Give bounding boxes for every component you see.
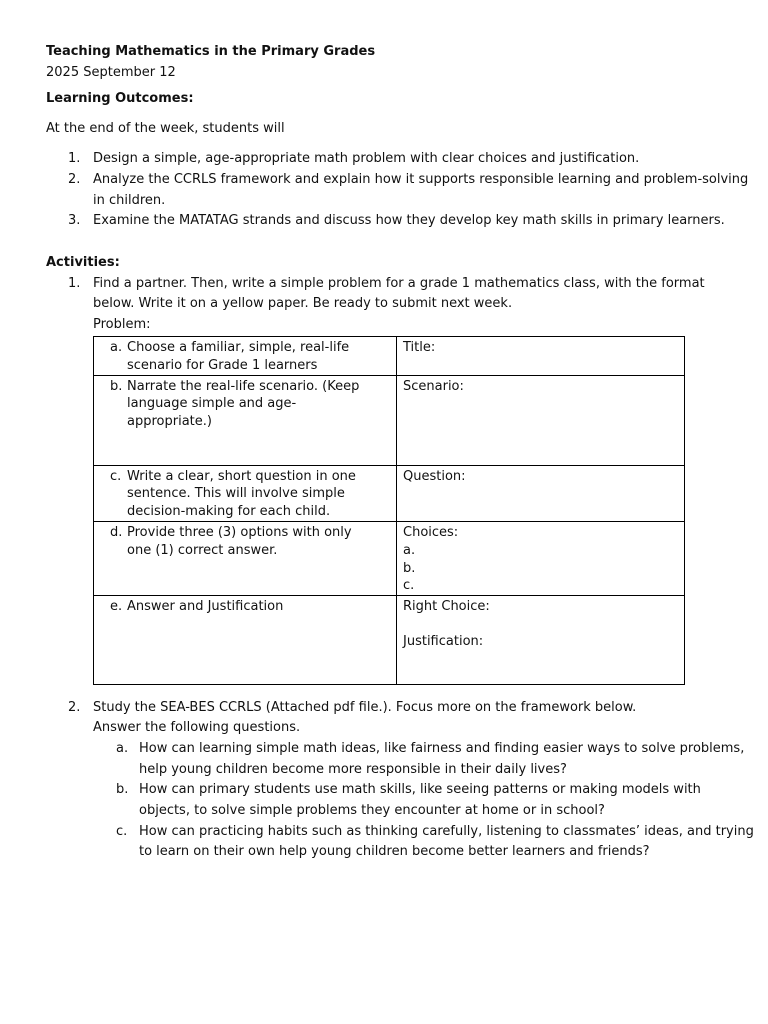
activity-number: 1.: [68, 276, 81, 291]
instruction-cell: [94, 375, 397, 465]
question-text: How can learning simple math ideas, like fairness and finding easier ways to solve problems,: [139, 741, 745, 756]
activity-number: 2.: [68, 700, 81, 715]
row-marker: e.: [110, 599, 123, 615]
choice-c-label: c.: [403, 578, 415, 594]
outcome-number: 1.: [68, 151, 81, 166]
outcomes-intro: At the end of the week, students will: [46, 121, 285, 136]
field-label-title: Title:: [403, 340, 436, 355]
document-title: Teaching Mathematics in the Primary Grades: [46, 44, 376, 59]
answer-cell: [397, 337, 685, 376]
field-label-right-choice: Right Choice:: [403, 599, 490, 615]
answer-cell: [397, 465, 685, 521]
outcome-number: 3.: [68, 213, 81, 228]
question-marker: a.: [116, 741, 129, 756]
answer-cell: [397, 521, 685, 595]
field-label-justification: Justification:: [403, 633, 484, 649]
document-date: 2025 September 12: [46, 65, 176, 80]
row-marker: b.: [110, 378, 123, 394]
field-label-choices: Choices:: [403, 524, 459, 540]
question-text-continued: help young children become more responsible in their daily lives?: [139, 762, 567, 777]
field-label-question: Question:: [403, 468, 466, 484]
choice-a-label: a.: [403, 542, 416, 558]
activities-heading: Activities:: [46, 255, 120, 270]
row-instruction: Provide three (3) options with only one (1) correct answer.: [127, 524, 352, 558]
question-text: How can primary students use math skills, like seeing patterns or making models with: [139, 782, 701, 797]
row-instruction: Answer and Justification: [127, 599, 284, 615]
answer-cell: [397, 596, 685, 685]
table-row: [94, 521, 685, 595]
outcome-item: Examine the MATATAG strands and discuss how they develop key math skills in primary learners.: [93, 213, 725, 228]
problem-format-table: [93, 336, 685, 685]
question-text-continued: to learn on their own help young children become better learners and friends?: [139, 844, 650, 859]
outcome-item: Analyze the CCRLS framework and explain how it supports responsible learning and problem-solving: [93, 172, 749, 187]
choice-b-label: b.: [403, 560, 416, 576]
outcome-number: 2.: [68, 172, 81, 187]
answer-cell: [397, 375, 685, 465]
problem-label: Problem:: [93, 317, 151, 332]
question-marker: c.: [116, 824, 128, 839]
row-marker: c.: [110, 468, 122, 484]
table-row: [94, 465, 685, 521]
row-instruction: Write a clear, short question in one sentence. This will involve simple decision-making for each child.: [127, 468, 356, 520]
table-row: [94, 337, 685, 376]
table-row: [94, 596, 685, 685]
instruction-cell: [94, 465, 397, 521]
activity-instruction: Find a partner. Then, write a simple problem for a grade 1 mathematics class, with the format: [93, 276, 705, 291]
row-instruction: Choose a familiar, simple, real-life scenario for Grade 1 learners: [127, 340, 350, 373]
activity-instruction-continued: Answer the following questions.: [93, 720, 301, 735]
instruction-cell: [94, 521, 397, 595]
activity-instruction: Study the SEA-BES CCRLS (Attached pdf file.). Focus more on the framework below.: [93, 700, 637, 715]
outcome-item: Design a simple, age-appropriate math problem with clear choices and justification.: [93, 151, 640, 166]
outcome-item-continued: in children.: [93, 193, 166, 208]
activity-instruction-continued: below. Write it on a yellow paper. Be ready to submit next week.: [93, 296, 513, 311]
question-text-continued: objects, to solve simple problems they encounter at home or in school?: [139, 803, 605, 818]
row-marker: a.: [110, 340, 123, 355]
instruction-cell: [94, 596, 397, 685]
instruction-cell: [94, 337, 397, 376]
row-instruction: Narrate the real-life scenario. (Keep language simple and age-appropriate.): [127, 378, 360, 430]
question-text: How can practicing habits such as thinking carefully, listening to classmates’ ideas, and trying: [139, 824, 754, 839]
row-marker: d.: [110, 524, 123, 540]
question-marker: b.: [116, 782, 129, 797]
table-row: [94, 375, 685, 465]
field-label-scenario: Scenario:: [403, 378, 464, 394]
learning-outcomes-heading: Learning Outcomes:: [46, 91, 194, 106]
